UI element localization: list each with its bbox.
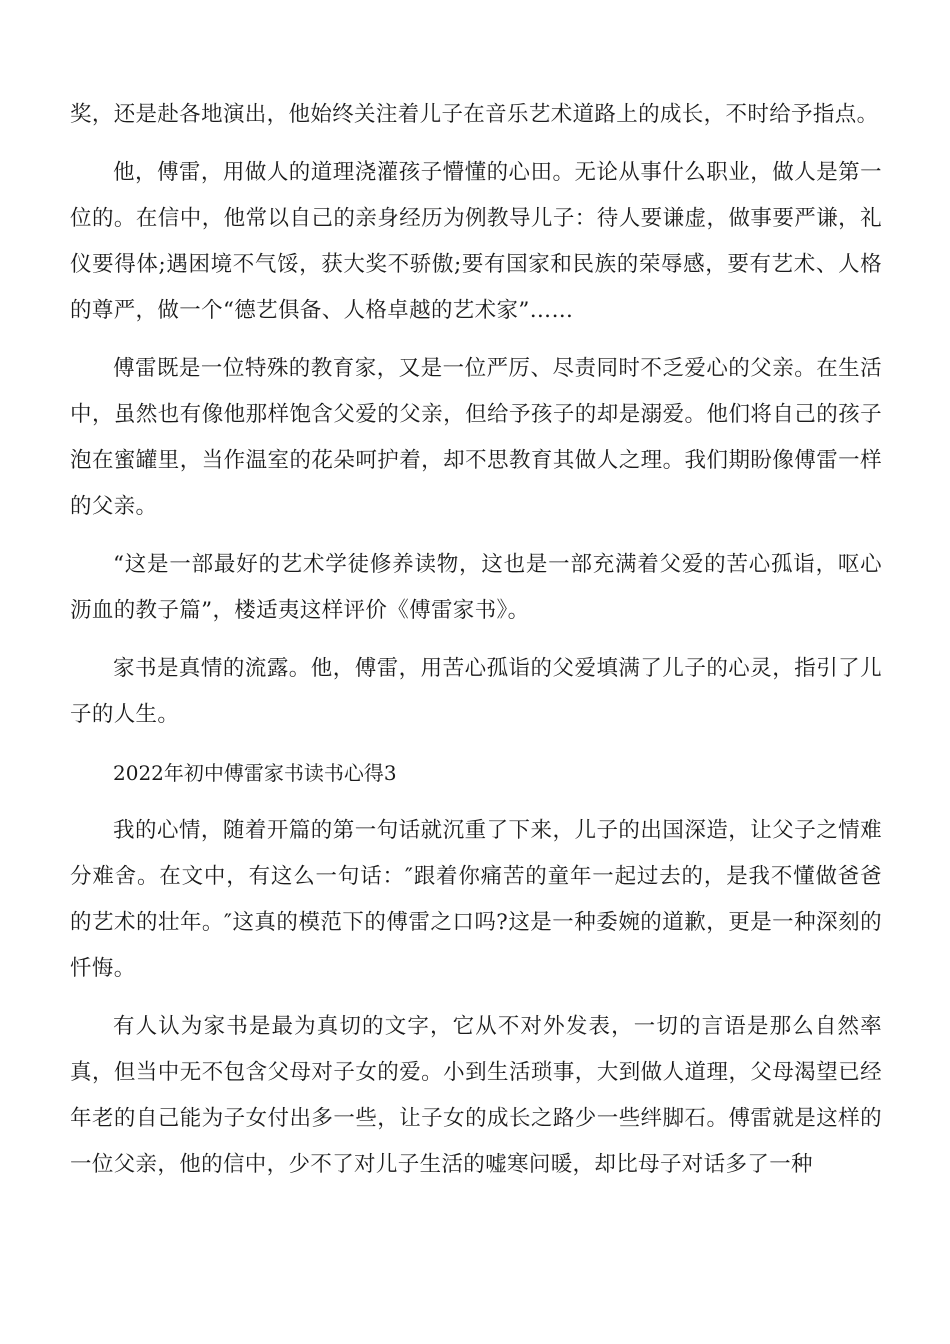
paragraph: “这是一部最好的艺术学徒修养读物，这也是一部充满着父爱的苦心孤诣，呕心沥血的教子篇”，楼适夷这样评价《傅雷家书》。 [70,552,882,623]
paragraph: 有人认为家书是最为真切的文字，它从不对外发表，一切的言语是那么自然率真，但当中无不包含父母对子女的爱。小到生活琐事，大到做人道理，父母渴望已经年老的自己能为子女付出多一些，让子女的成长之路少一些绊脚石。傅雷就是这样的一位父亲，他的信中，少不了对儿子生活的嘘寒问暖，却比母子对话多了一种 [70,1014,882,1177]
paragraph-continuation: 奖，还是赴各地演出，他始终关注着儿子在音乐艺术道路上的成长，不时给予指点。 [70,102,879,127]
paragraph: 家书是真情的流露。他，傅雷，用苦心孤诣的父爱填满了儿子的心灵，指引了儿子的人生。 [70,656,882,727]
paragraph: 他，傅雷，用做人的道理浇灌孩子懵懂的心田。无论从事什么职业，做人是第一位的。在信中，他常以自己的亲身经历为例教导儿子：待人要谦虚，做事要严谦，礼仪要得体;遇困境不气馁，获大奖不骄傲;要有国家和民族的荣辱感，要有艺术、人格的尊严，做一个“德艺俱备、人格卓越的艺术家”…… [70,160,882,323]
paragraph: 我的心情，随着开篇的第一句话就沉重了下来，儿子的出国深造，让父子之情难分难舍。在文中，有这么一句话：″跟着你痛苦的童年一起过去的，是我不懂做爸爸的艺术的壮年。″这真的模范下的傅雷之口吗?这是一种委婉的道歉，更是一种深刻的忏悔。 [70,818,882,981]
document-body [70,92,882,1200]
paragraph: 傅雷既是一位特殊的教育家，又是一位严厉、尽责同时不乏爱心的父亲。在生活中，虽然也有像他那样饱含父爱的父亲，但给予孩子的却是溺爱。他们将自己的孩子泡在蜜罐里，当作温室的花朵呵护着，却不思教育其做人之理。我们期盼像傅雷一样的父亲。 [70,356,882,519]
section-heading: 2022年初中傅雷家书读书心得3 [113,761,397,785]
